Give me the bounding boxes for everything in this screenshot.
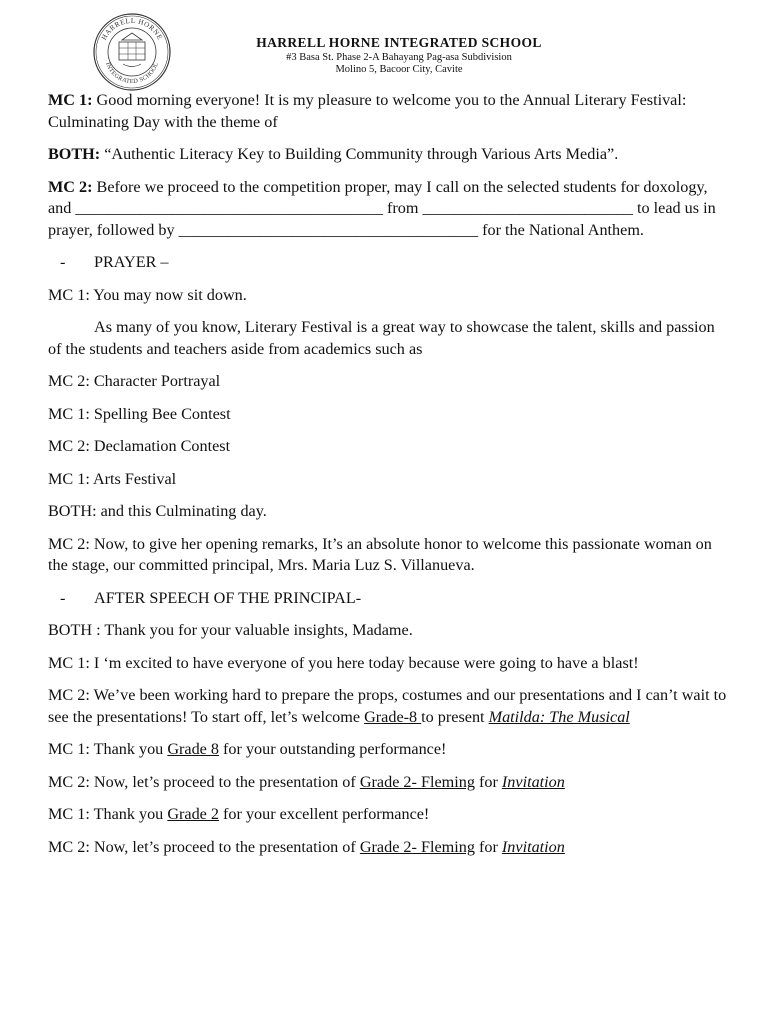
- fill-in-blank: ______________________________________: [75, 199, 383, 217]
- script-line: MC 1: Arts Festival: [48, 469, 177, 488]
- script-line-thanks-grade2: [48, 804, 728, 826]
- script-line: BOTH : Thank you for your valuable insights, Madame.: [48, 621, 413, 639]
- script-line: MC 1: Spelling Bee Contest: [48, 404, 231, 423]
- school-name: HARRELL HORNE INTEGRATED SCHOOL: [256, 35, 542, 50]
- script-line: BOTH: and this Culminating day.: [48, 502, 267, 520]
- line-text: MC 1: Thank you: [48, 740, 168, 758]
- svg-text:INTEGRATED SCHOOL: INTEGRATED SCHOOL: [104, 61, 161, 86]
- script-line-mc2-doxology: [48, 177, 728, 242]
- script-line: MC 2: Character Portrayal: [48, 372, 221, 390]
- script-line-both-theme: [48, 144, 728, 166]
- script-line-grade2-intro: [48, 772, 728, 794]
- fill-in-blank: __________________________: [422, 199, 633, 217]
- script-line: MC 1: You may now sit down.: [48, 285, 247, 304]
- line-text: for your outstanding performance!: [219, 740, 447, 758]
- performer-group: Grade 2: [167, 805, 219, 823]
- script-line: MC 2: Declamation Contest: [48, 437, 231, 455]
- line-text: MC 2: Now, let’s proceed to the presentation of: [48, 772, 360, 791]
- performance-title: Invitation: [501, 837, 565, 856]
- speaker-label: MC 1:: [48, 91, 93, 109]
- script-line-thanks-grade8: [48, 739, 728, 761]
- line-text: Good morning everyone! It is my pleasure to welcome you to the Annual Literary Festival: Culminating Day with the theme of: [48, 91, 687, 131]
- performer-group: Grade 2- Fleming: [359, 772, 475, 791]
- cue-dash: -: [60, 253, 66, 271]
- performer-group: Grade-8: [364, 707, 422, 726]
- performance-title: Invitation: [501, 772, 565, 791]
- script-line-grade2-intro-repeat: [48, 837, 728, 859]
- script-line-grade8-intro: [48, 685, 728, 728]
- performer-group: Grade 8: [167, 740, 219, 758]
- svg-text:HARRELL HORNE: HARRELL HORNE: [99, 16, 165, 42]
- stage-cue-principal: [60, 588, 728, 610]
- script-line: MC 1: I ‘m excited to have everyone of you here today because were going to have a blast!: [48, 653, 639, 672]
- script-line: MC 2: Now, to give her opening remarks, It’s an absolute honor to welcome this passionate woman on the stage, our committed principal, Mrs. Maria Luz S. Villanueva.: [48, 534, 712, 574]
- school-address-line1: #3 Basa St. Phase 2-A Bahayang Pag-asa Subdivision: [286, 52, 512, 63]
- script-line: As many of you know, Literary Festival is a great way to showcase the talent, skills and passion of the students and teachers aside from academics such as: [48, 318, 715, 358]
- cue-text: PRAYER –: [94, 253, 169, 271]
- line-text: for: [474, 837, 502, 856]
- line-text: for the National Anthem.: [478, 220, 644, 239]
- line-text: Before we proceed to the competition proper, may I call on the selected students for doxology, and: [48, 177, 708, 217]
- line-text: from: [382, 199, 423, 217]
- school-address-line2: Molino 5, Bacoor City, Cavite: [335, 64, 463, 75]
- cue-text: AFTER SPEECH OF THE PRINCIPAL-: [94, 588, 362, 607]
- line-text: for: [474, 772, 502, 791]
- stage-cue-prayer: [60, 252, 728, 274]
- program-script: [48, 90, 728, 869]
- letterhead: [0, 0, 768, 88]
- line-text: “Authentic Literacy Key to Building Community through Various Arts Media”.: [100, 145, 619, 163]
- line-text: for your excellent performance!: [219, 805, 430, 823]
- line-text: MC 2: Now, let’s proceed to the presentation of: [48, 837, 360, 856]
- line-text: to lead us in prayer, followed by: [48, 199, 716, 239]
- line-text: to present: [421, 707, 489, 726]
- performer-group: Grade 2- Fleming: [359, 837, 475, 856]
- line-text: MC 2: We’ve been working hard to prepare the props, costumes and our presentations and I can’t wait to see the presentations! To start off, let’s welcome: [48, 686, 727, 726]
- speaker-label: BOTH:: [48, 145, 101, 163]
- cue-dash: -: [60, 588, 66, 607]
- script-line-mc1-welcome: [48, 90, 728, 133]
- fill-in-blank: _____________________________________: [178, 220, 479, 239]
- performance-title: Matilda: The Musical: [488, 707, 630, 726]
- speaker-label: MC 2:: [48, 177, 93, 196]
- line-text: MC 1: Thank you: [48, 805, 168, 823]
